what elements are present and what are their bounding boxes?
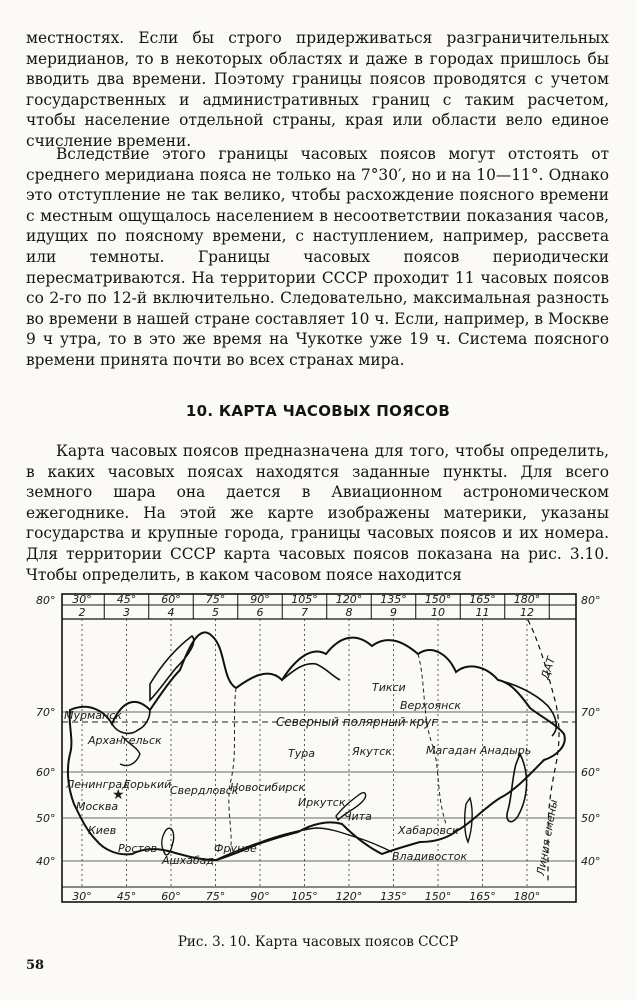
top-longitude-label: 90° (250, 593, 270, 606)
zone-number: 10 (431, 606, 445, 619)
top-longitude-label: 60° (161, 593, 181, 606)
zone-number: 5 (212, 606, 219, 619)
city-rostov: Ростов (118, 842, 158, 855)
latitude-label-right: 40° (581, 855, 601, 868)
bottom-longitude-label: 120° (335, 890, 363, 903)
top-longitude-label: 105° (291, 593, 318, 606)
city-murmansk: Мурманск (64, 709, 122, 722)
zone-number: 8 (345, 606, 353, 619)
city-irkutsk: Иркутск (298, 796, 346, 809)
city-tura: Тура (288, 747, 315, 760)
city-ashkhabad: Ашхабад (162, 854, 214, 867)
zone-boundary-dashed-2 (418, 654, 446, 824)
latitude-label-left: 80° (36, 594, 56, 607)
city-sverdlovsk: Свердловск (170, 784, 239, 797)
city-yakutsk: Якутск (352, 745, 392, 758)
date-line-label-1: ДАТ (538, 655, 558, 681)
date-line-label-2: Линия смены (534, 798, 561, 877)
paragraph-3: Карта часовых поясов предназначена для того, чтобы определить, в каких часовых поясах находятся заданные пункты. Для всего земного шара она дается в Авиационном астрономическом ежегоднике. На этой же карте изображены материки, указаны государства и крупные города, границы часовых поясов и их номера. Для территории СССР карта часовых поясов показана на рис. 3.10. Чтобы определить, в каком часовом поясе находится (26, 442, 609, 584)
city-gorky: Горький (124, 778, 172, 791)
city-novosibirsk: Новосибирск (230, 781, 306, 794)
bottom-longitude-label: 30° (72, 890, 92, 903)
top-longitude-label: 135° (380, 593, 407, 606)
top-longitude-label: 45° (116, 593, 137, 606)
zone-boundary-dashed-1 (229, 688, 236, 854)
city-vladivostok: Владивосток (392, 850, 468, 863)
bottom-longitude-label: 45° (116, 890, 137, 903)
city-anadyr: Анадырь (480, 744, 532, 757)
city-moscow: Москва (76, 800, 119, 813)
latitude-label-left: 70° (36, 706, 56, 719)
top-longitude-label: 165° (469, 593, 496, 606)
zone-number: 4 (167, 606, 175, 619)
zone-number: 7 (301, 606, 308, 619)
bottom-longitude-label: 90° (250, 890, 270, 903)
latitude-label-left: 60° (36, 766, 56, 779)
zone-number: 12 (520, 606, 534, 619)
time-zone-map (0, 584, 636, 914)
bottom-longitude-label: 135° (380, 890, 407, 903)
latitude-label-left: 40° (36, 855, 56, 868)
latitude-label-right: 80° (581, 594, 601, 607)
taymyr-coast (282, 664, 340, 680)
city-chita: Чита (344, 810, 372, 823)
bottom-longitude-label: 105° (291, 890, 318, 903)
bottom-longitude-label: 60° (161, 890, 181, 903)
city-khabarovsk: Хабаровск (398, 824, 459, 837)
page-number: 58 (26, 958, 45, 973)
arctic-circle-label: Северный полярный круг (276, 715, 438, 729)
city-frunze: Фрунзе (214, 842, 257, 855)
novaya-zemlya (150, 636, 194, 700)
city-leningrad: Ленинград (66, 778, 130, 791)
top-longitude-label: 120° (335, 593, 363, 606)
latitude-label-right: 60° (581, 766, 601, 779)
chukotka-coast (498, 680, 556, 736)
latitude-label-left: 50° (36, 812, 56, 825)
bottom-longitude-label: 75° (205, 890, 226, 903)
figure-caption: Рис. 3. 10. Карта часовых поясов СССР (177, 934, 459, 950)
latitude-label-right: 70° (581, 706, 601, 719)
paragraph-1: местностях. Если бы строго придерживаться разграничительных меридианов, то в некоторых областях и даже в городах пришлось бы вводить два времени. Поэтому границы поясов проводятся с учетом государственных и административных границ с таким расчетом, чтобы население отдельной страны, края или области вело единое счисление времени. (26, 29, 609, 150)
zone-number: 3 (123, 606, 130, 619)
bottom-longitude-label: 180° (513, 890, 541, 903)
city-verkhoyansk: Верхоянск (400, 699, 462, 712)
zone-number: 2 (78, 606, 86, 619)
city-arkhangelsk: Архангельск (88, 734, 162, 747)
section-heading: 10. КАРТА ЧАСОВЫХ ПОЯСОВ (185, 402, 451, 420)
city-magadan: Магадан (426, 744, 477, 757)
zone-number: 11 (475, 606, 490, 619)
zone-number: 6 (256, 606, 264, 619)
top-longitude-label: 75° (205, 593, 226, 606)
city-kiev: Киев (88, 824, 117, 837)
bottom-longitude-label: 150° (424, 890, 452, 903)
top-longitude-label: 150° (424, 593, 452, 606)
zone-number: 9 (390, 606, 397, 619)
latitude-label-right: 50° (581, 812, 601, 825)
paragraph-2: Вследствие этого границы часовых поясов могут отстоять от среднего меридиана пояса не только на 7°30′, но и на 10—11°. Однако это отступление не так велико, чтобы расхождение поясного времени с местным ощущалось населением в несоответствии показания часов, идущих по поясному времени, с наступлением, например, рассвета или темноты. Границы часовых поясов периодически пересматриваются. На территории СССР проходит 11 часовых поясов со 2-го по 12-й включительно. Следовательно, максимальная разность во времени в нашей стране составляет 10 ч. Если, например, в Москве 9 ч утра, то в это же время на Чукотке уже 19 ч. Система поясного времени принята почти во всех странах мира. (26, 145, 609, 369)
top-longitude-label: 180° (513, 593, 541, 606)
moscow-star-icon: ★ (112, 787, 125, 803)
bottom-longitude-label: 165° (469, 890, 496, 903)
top-longitude-label: 30° (72, 593, 92, 606)
city-tiksi: Тикси (372, 681, 406, 694)
